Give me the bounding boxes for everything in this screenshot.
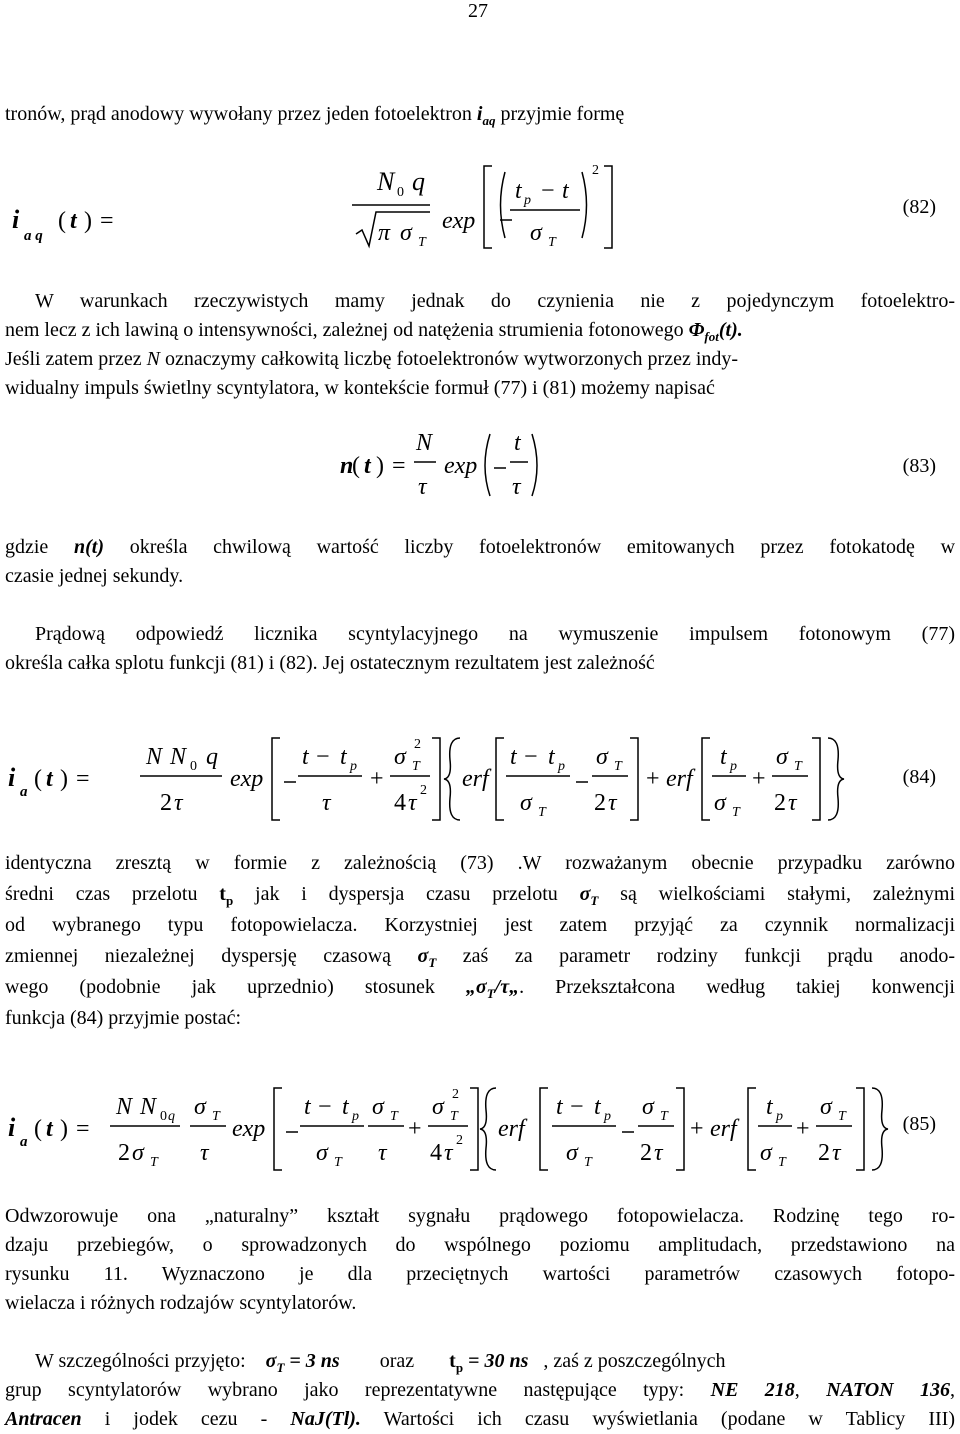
svg-text:q: q: [412, 167, 425, 196]
svg-text:=: =: [392, 453, 406, 479]
svg-text:τ: τ: [418, 474, 427, 500]
svg-text:T: T: [660, 1109, 668, 1124]
equation-number-85: (85): [902, 1113, 936, 1135]
svg-text:N: N: [416, 430, 433, 456]
svg-text:t: t: [364, 453, 371, 479]
svg-text:2: 2: [640, 1140, 652, 1166]
svg-text:p: p: [604, 1109, 611, 1124]
symbol-sigma: σ: [579, 883, 591, 905]
symbol-t: (t).: [718, 319, 743, 341]
svg-text:): ): [60, 1116, 68, 1142]
symbol-sub: T: [428, 955, 437, 970]
svg-text:erf: erf: [666, 766, 693, 792]
svg-text:σ: σ: [394, 744, 406, 770]
svg-text:σ: σ: [714, 790, 726, 816]
paragraph-line: wielacza i różnych rodzajów scyntylatorów.: [5, 1292, 357, 1314]
svg-text:2: 2: [420, 783, 427, 798]
svg-text:2: 2: [118, 1140, 130, 1166]
text-run: określa chwilową wartość liczby fotoelektronów emitowanych przez fotokatodę w: [104, 536, 956, 558]
svg-text:τ: τ: [608, 790, 617, 816]
symbol-sigma: σ: [417, 945, 429, 967]
text-run: zmiennej niezależnej dyspersję czasową: [5, 945, 418, 967]
svg-text:N: N: [377, 167, 395, 196]
svg-text:p: p: [350, 759, 357, 774]
text-run: średni czas przelotu: [5, 883, 220, 905]
svg-text:t: t: [342, 1094, 349, 1120]
svg-text:N: N: [140, 1094, 157, 1120]
svg-text:π: π: [378, 220, 391, 246]
text-run: są wielkościami stałymi, zależnymi: [598, 883, 955, 905]
svg-text:4: 4: [430, 1140, 442, 1166]
svg-text:erf: erf: [462, 766, 489, 792]
svg-text:erf: erf: [498, 1116, 525, 1142]
symbol-sub: T: [590, 893, 599, 908]
svg-text:σ: σ: [132, 1140, 144, 1166]
svg-text:τ: τ: [654, 1140, 663, 1166]
equation-number-84: (84): [902, 766, 936, 788]
svg-text:T: T: [732, 805, 740, 820]
svg-text:−: −: [570, 1094, 584, 1120]
svg-text:T: T: [150, 1155, 158, 1170]
quote-mark: „: [509, 976, 520, 998]
text-run: ,: [950, 1379, 955, 1401]
value-sigma-t: = 3 ns: [284, 1350, 340, 1372]
text-run: jak i dyspersja czasu przelotu: [233, 883, 580, 905]
symbol-phi: Φ: [688, 319, 705, 341]
equation-number-82: (82): [902, 196, 936, 218]
text-run: i jodek cezu -: [81, 1408, 291, 1430]
paragraph-line: czasie jednej sekundy.: [5, 565, 184, 587]
svg-text:σ: σ: [316, 1140, 328, 1166]
paragraph-line: dzaju przebiegów, o sprowadzonych do wspólnego poziomu amplitudach, przedstawiono na: [5, 1234, 955, 1256]
svg-text:σ: σ: [642, 1094, 654, 1120]
svg-text:τ: τ: [444, 1140, 453, 1166]
paragraph-line: [5, 1376, 955, 1405]
svg-text:t: t: [556, 1094, 563, 1120]
page-number: 27: [468, 0, 488, 22]
text-run: ,: [794, 1379, 827, 1401]
svg-text:t: t: [304, 1094, 311, 1120]
svg-text:σ: σ: [432, 1094, 444, 1120]
svg-text:τ: τ: [378, 1140, 387, 1166]
svg-text:(: (: [34, 1116, 42, 1142]
svg-text:+: +: [646, 766, 660, 792]
svg-text:a q: a q: [24, 228, 43, 244]
symbol-N: N: [146, 348, 160, 370]
text-run: oraz: [379, 1350, 415, 1372]
svg-text:τ: τ: [322, 790, 331, 816]
equation-number-83: (83): [902, 455, 936, 477]
paragraph-line: widualny impuls świetlny scyntylatora, w kontekście formuł (77) i (81) możemy napisać: [5, 377, 715, 399]
svg-text:a: a: [20, 1134, 28, 1150]
svg-text:t: t: [514, 430, 521, 456]
svg-text:exp: exp: [442, 208, 476, 234]
text-run: nem lecz z ich lawiną o intensywności, zależnej od natężenia strumienia fotonowego: [5, 319, 689, 341]
svg-text:σ: σ: [530, 220, 542, 246]
svg-text:t: t: [720, 744, 727, 770]
svg-text:σ: σ: [372, 1094, 384, 1120]
svg-text:T: T: [794, 759, 802, 774]
text-run: , zaś z poszczególnych: [543, 1350, 726, 1372]
svg-text:): ): [84, 208, 92, 234]
symbol-sub: fot: [704, 329, 719, 344]
svg-text:−: −: [524, 744, 538, 770]
svg-text:−: −: [318, 1094, 332, 1120]
svg-text:2: 2: [592, 163, 599, 178]
svg-text:i: i: [12, 205, 20, 234]
svg-text:n: n: [340, 453, 354, 479]
equation-82: [0, 160, 700, 260]
svg-text:τ: τ: [512, 474, 521, 500]
svg-text:exp: exp: [232, 1116, 266, 1142]
svg-text:σ: σ: [400, 220, 412, 246]
symbol-i: i: [476, 103, 483, 125]
svg-text:T: T: [584, 1155, 592, 1170]
svg-text:2: 2: [452, 1087, 459, 1102]
svg-text:T: T: [614, 759, 622, 774]
svg-text:σ: σ: [596, 744, 608, 770]
scintillator-name: NATON 136: [826, 1379, 950, 1401]
symbol-t: t: [449, 1350, 456, 1372]
svg-text:): ): [60, 766, 68, 792]
svg-text:τ: τ: [788, 790, 797, 816]
svg-text:0: 0: [190, 759, 197, 774]
svg-text:t: t: [340, 744, 347, 770]
svg-text:σ: σ: [776, 744, 788, 770]
text-run: Wartości ich czasu wyświetlania (podane w Tablicy III): [360, 1408, 955, 1430]
svg-text:4: 4: [394, 790, 406, 816]
paragraph-line: [5, 880, 955, 915]
svg-text:=: =: [76, 766, 90, 792]
paragraph-line: funkcja (84) przyjmie postać:: [5, 1007, 242, 1029]
svg-text:N: N: [170, 744, 187, 770]
symbol-sub: T: [486, 986, 495, 1001]
svg-text:−: −: [316, 744, 330, 770]
paragraph-line: [5, 942, 955, 977]
text-run: tronów, prąd anodowy wywołany przez jeden fotoelektron: [5, 103, 477, 125]
text-run: grup scyntylatorów wybrano jako reprezentatywne następujące typy:: [5, 1379, 711, 1401]
svg-text:t: t: [515, 178, 522, 204]
svg-text:T: T: [412, 759, 420, 774]
text-run: gdzie: [5, 536, 75, 558]
svg-text:i: i: [8, 763, 16, 792]
symbol-t: t: [219, 883, 226, 905]
svg-text:=: =: [76, 1116, 90, 1142]
svg-text:T: T: [548, 235, 556, 250]
svg-text:t: t: [302, 744, 309, 770]
svg-text:τ: τ: [174, 790, 183, 816]
scintillator-name: NaJ(Tl).: [290, 1408, 361, 1430]
paragraph-line: określa całka splotu funkcji (81) i (82). Jej ostatecznym rezultatem jest zależność: [5, 652, 655, 674]
text-run: . Przekształcona według takiej konwencji: [519, 976, 955, 998]
svg-text:T: T: [538, 805, 546, 820]
svg-text:+: +: [690, 1116, 704, 1142]
svg-text:0: 0: [160, 1109, 167, 1124]
svg-text:(: (: [58, 208, 66, 234]
svg-text:t: t: [562, 178, 569, 204]
svg-text:t: t: [594, 1094, 601, 1120]
svg-text:σ: σ: [820, 1094, 832, 1120]
equation-84: [0, 730, 900, 830]
text-run: zaś za parametr rodziny funkcji prądu anodo-: [436, 945, 955, 967]
svg-text:2: 2: [160, 790, 172, 816]
svg-text:p: p: [352, 1109, 359, 1124]
svg-text:q: q: [206, 744, 218, 770]
svg-text:erf: erf: [710, 1116, 737, 1142]
svg-text:+: +: [752, 766, 766, 792]
symbol-sigma: σ: [475, 976, 487, 998]
paragraph-line: od wybranego typu fotopowielacza. Korzystniej jest zatem przyjąć za czynnik normalizacji: [5, 914, 955, 936]
paragraph-line: [5, 345, 955, 374]
svg-text:exp: exp: [230, 766, 264, 792]
quote-mark: „: [465, 976, 476, 998]
svg-text:2: 2: [818, 1140, 830, 1166]
svg-text:p: p: [524, 193, 531, 208]
svg-text:2: 2: [456, 1133, 463, 1148]
svg-text:i: i: [8, 1113, 16, 1142]
paragraph-intro: [5, 100, 955, 135]
equation-85: [0, 1080, 900, 1180]
svg-text:τ: τ: [832, 1140, 841, 1166]
svg-text:T: T: [838, 1109, 846, 1124]
text-run: wego (podobnie jak uprzednio) stosunek: [5, 976, 466, 998]
svg-text:+: +: [370, 766, 384, 792]
svg-text:N: N: [146, 744, 163, 770]
svg-text:t: t: [510, 744, 517, 770]
paragraph-line: [5, 973, 955, 1008]
paragraph-line: W warunkach rzeczywistych mamy jednak do czynienia nie z pojedynczym fotoelektro-: [35, 290, 955, 312]
svg-text:p: p: [776, 1109, 783, 1124]
svg-text:t: t: [70, 208, 77, 234]
svg-text:): ): [376, 453, 384, 479]
text-run: W szczególności przyjęto:: [35, 1350, 251, 1372]
svg-text:exp: exp: [444, 453, 478, 479]
svg-text:p: p: [730, 759, 737, 774]
svg-text:p: p: [558, 759, 565, 774]
text-run: Jeśli zatem przez: [5, 348, 147, 370]
svg-text:T: T: [390, 1109, 398, 1124]
svg-text:T: T: [450, 1109, 458, 1124]
svg-text:σ: σ: [760, 1140, 772, 1166]
svg-text:τ: τ: [408, 790, 417, 816]
symbol-sigma: σ: [265, 1350, 277, 1372]
svg-text:σ: σ: [566, 1140, 578, 1166]
symbol-nt: n(t): [74, 536, 105, 558]
svg-text:2: 2: [774, 790, 786, 816]
svg-text:(: (: [352, 453, 360, 479]
svg-text:0: 0: [397, 185, 404, 200]
symbol-sub: T: [276, 1360, 285, 1375]
svg-text:t: t: [766, 1094, 773, 1120]
svg-text:2: 2: [594, 790, 606, 816]
paragraph-line: identyczna zresztą w formie z zależnością (73) .W rozważanym obecnie przypadku zarówno: [5, 852, 955, 874]
svg-text:a: a: [20, 784, 28, 800]
value-tp: = 30 ns: [463, 1350, 529, 1372]
svg-text:t: t: [46, 1116, 53, 1142]
svg-text:−: −: [541, 178, 555, 204]
svg-text:σ: σ: [520, 790, 532, 816]
svg-text:T: T: [212, 1109, 220, 1124]
svg-text:+: +: [408, 1116, 422, 1142]
text-run: oznaczymy całkowitą liczbę fotoelektronów wytworzonych przez indy-: [164, 348, 739, 370]
svg-text:T: T: [778, 1155, 786, 1170]
symbol-sub: p: [455, 1360, 464, 1375]
text-run: przyjmie formę: [500, 103, 625, 125]
scintillator-name: Antracen: [5, 1408, 82, 1430]
symbol-sub: aq: [482, 113, 496, 128]
svg-text:=: =: [100, 208, 114, 234]
paragraph-line: [5, 533, 955, 562]
svg-text:t: t: [46, 766, 53, 792]
scintillator-name: NE 218: [710, 1379, 795, 1401]
paragraph-line: rysunku 11. Wyznaczono je dla przeciętnych wartości parametrów czasowych fotopo-: [5, 1263, 955, 1285]
svg-text:σ: σ: [194, 1094, 206, 1120]
paragraph-line: [5, 1405, 955, 1434]
paragraph-line: Prądową odpowiedź licznika scyntylacyjnego na wymuszenie impulsem fotonowym (77): [35, 623, 955, 645]
svg-text:N: N: [116, 1094, 133, 1120]
svg-text:(: (: [34, 766, 42, 792]
svg-text:t: t: [548, 744, 555, 770]
svg-text:τ: τ: [200, 1140, 209, 1166]
symbol-tau: /τ: [494, 976, 510, 998]
svg-text:T: T: [418, 235, 426, 250]
svg-text:T: T: [334, 1155, 342, 1170]
equation-83: [0, 428, 700, 508]
svg-text:2: 2: [414, 737, 421, 752]
paragraph-line: Odwzorowuje ona „naturalny” kształt sygnału prądowego fotopowielacza. Rodzinę tego ro-: [5, 1205, 955, 1227]
svg-text:q: q: [168, 1109, 175, 1124]
symbol-sub: p: [225, 893, 234, 908]
svg-text:+: +: [796, 1116, 810, 1142]
